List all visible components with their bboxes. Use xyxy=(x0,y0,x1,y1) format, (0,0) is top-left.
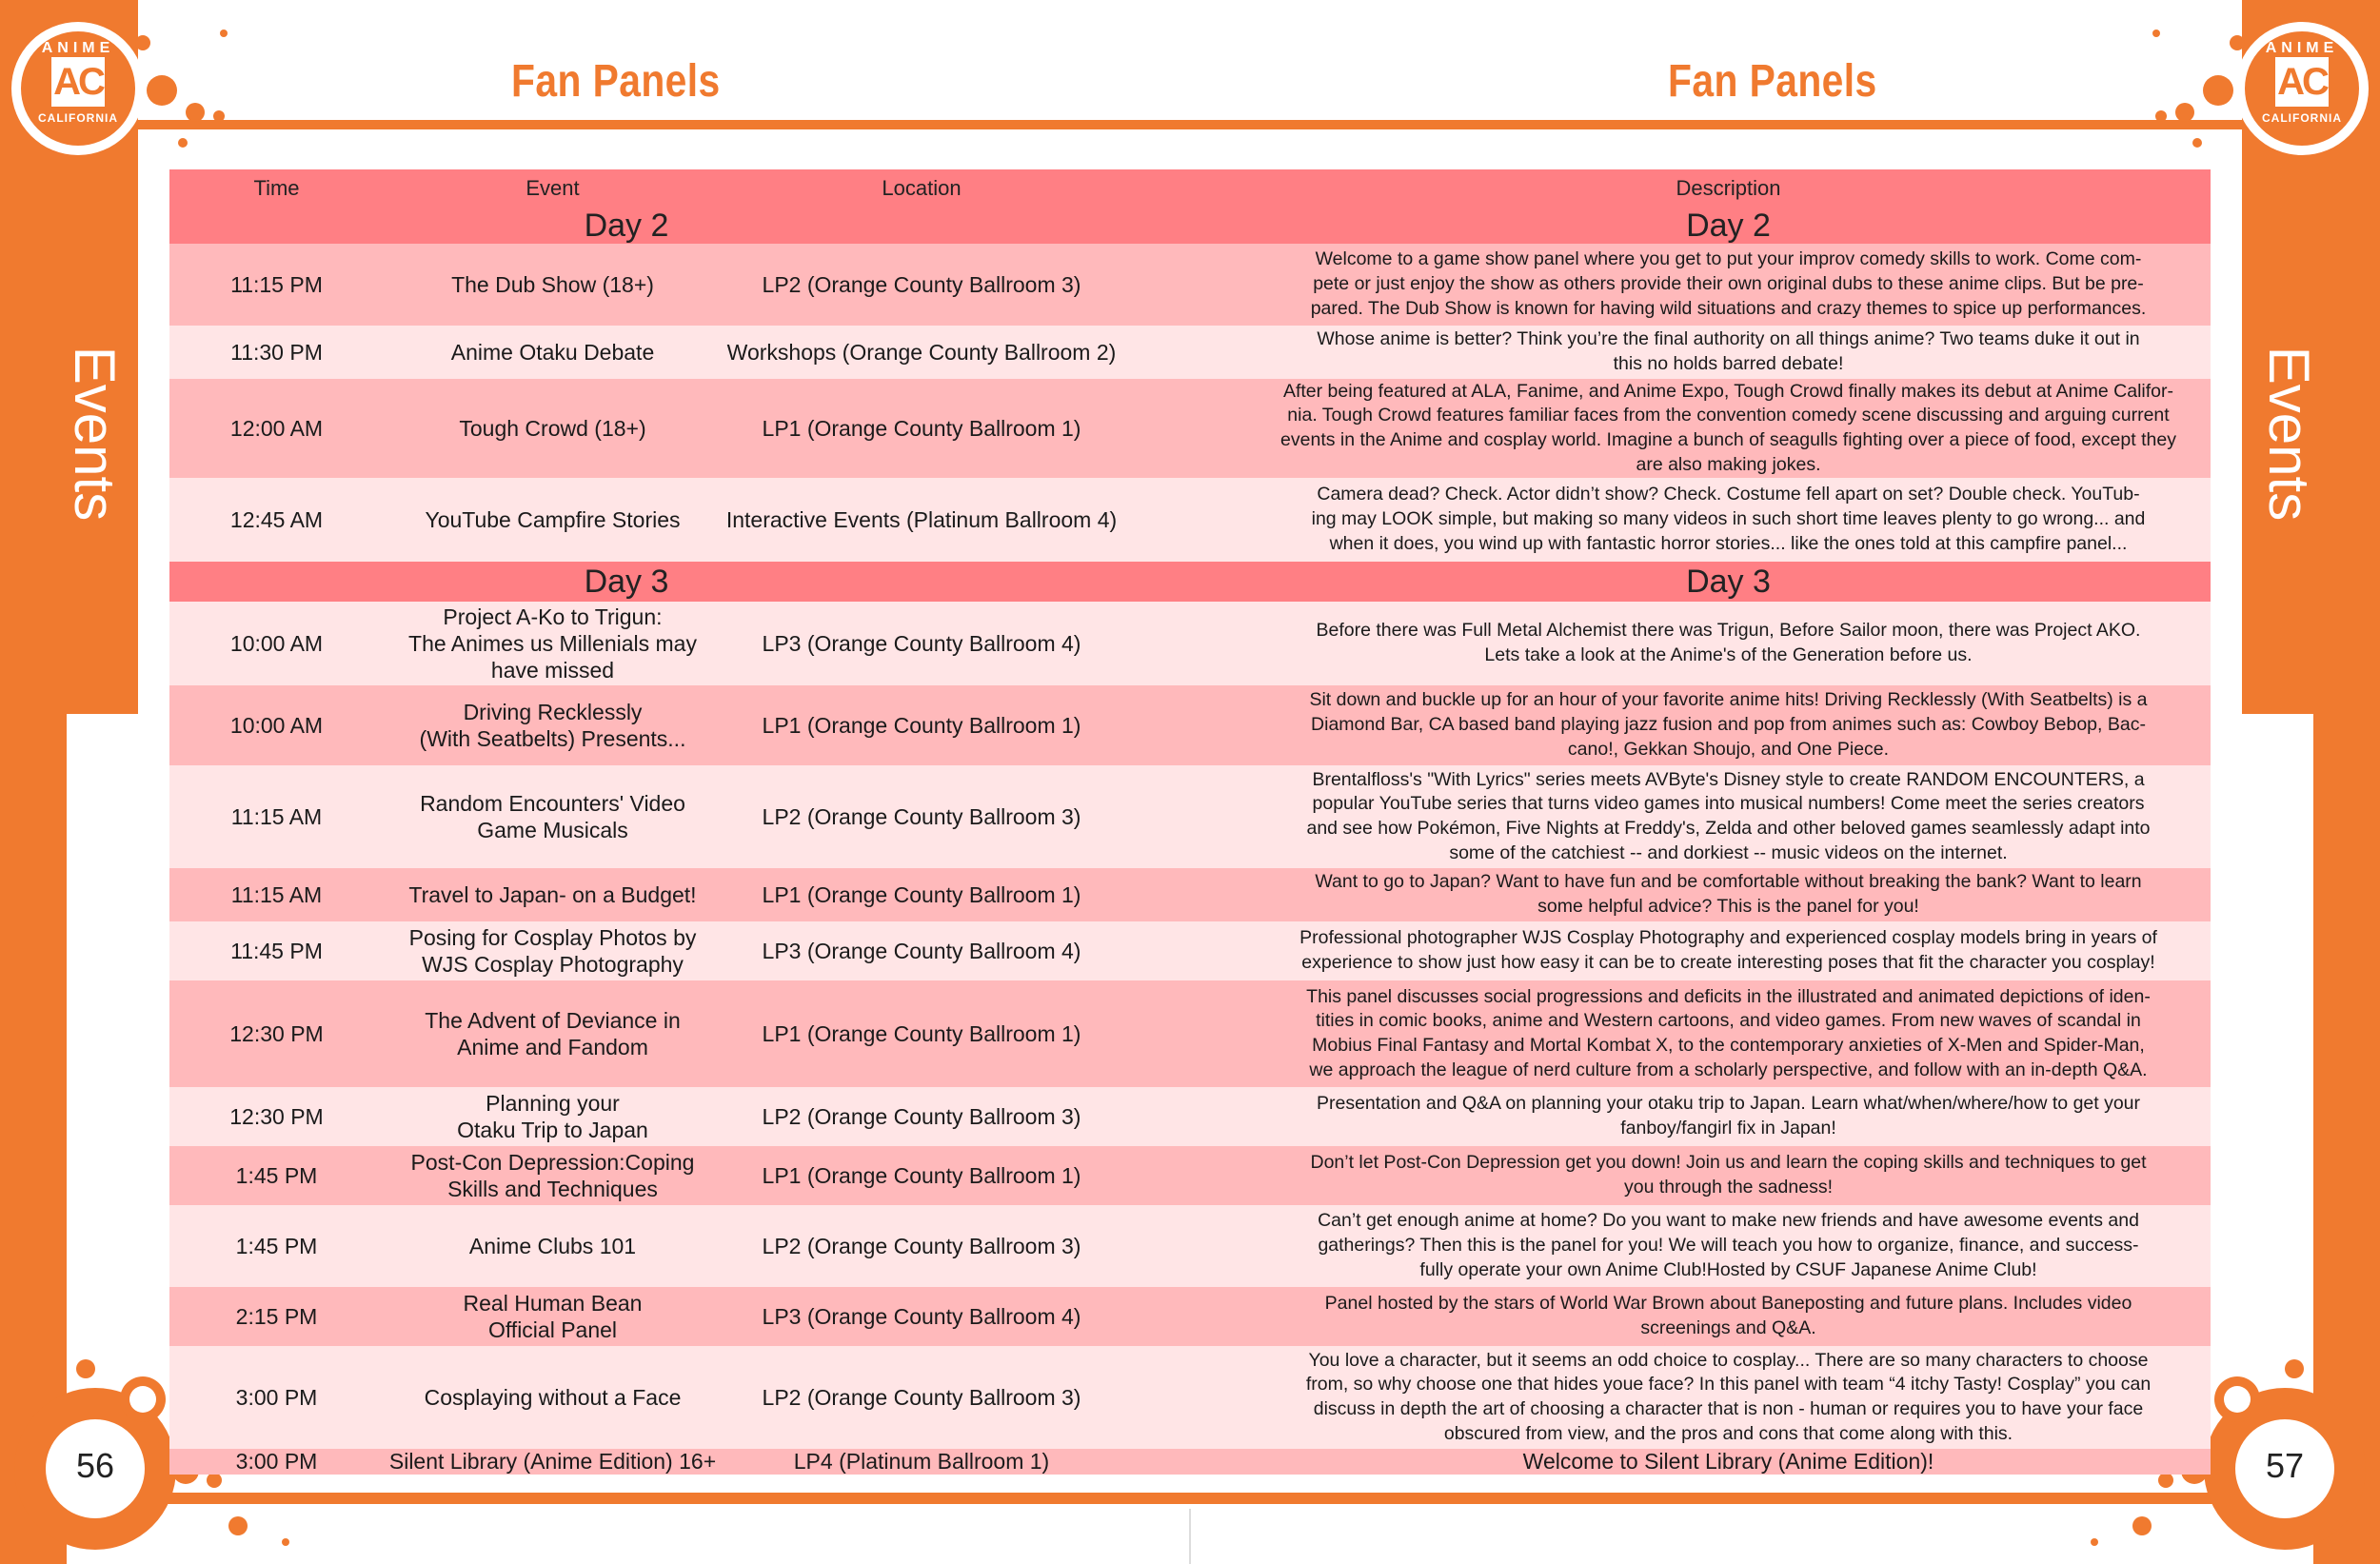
day-3-label-right: Day 3 xyxy=(1686,563,1771,600)
cell-location: LP4 (Platinum Ballroom 1) xyxy=(793,1449,1050,1474)
day-2-label-left: Day 2 xyxy=(584,207,669,244)
table-row xyxy=(169,921,2211,980)
cell-location: LP1 (Orange County Ballroom 1) xyxy=(762,1162,1081,1188)
cell-time: 1:45 PM xyxy=(235,1162,318,1188)
cell-time: 12:45 AM xyxy=(229,506,324,532)
table-row xyxy=(169,379,2211,478)
table-row xyxy=(169,602,2211,685)
right-page-title: Fan Panels xyxy=(1668,56,1877,107)
cell-event: Random Encounters' Video Game Musicals xyxy=(420,790,685,842)
table-row xyxy=(169,478,2211,562)
table-row xyxy=(169,685,2211,765)
logo-word-bottom: CALIFORNIA xyxy=(38,111,118,125)
bottom-rule xyxy=(67,1493,2313,1504)
logo-mark: AC xyxy=(2275,57,2329,107)
cell-time: 3:00 PM xyxy=(235,1384,318,1410)
left-page-title: Fan Panels xyxy=(511,56,721,107)
cell-time: 11:15 AM xyxy=(230,881,323,907)
cell-time: 11:30 PM xyxy=(230,339,323,365)
cell-time: 3:00 PM xyxy=(235,1449,318,1474)
cell-description: Welcome to a game show panel where you get to put your improv comedy skills to work. Come com- pete or just enjoy the show as others provide their own original dubs to these anime clips. But be pre- pared. The Dub Show is known for having wild situations and crazy themes to spice up performances. xyxy=(1310,248,2147,319)
cell-description: Want to go to Japan? Want to have fun and be comfortable without breaking the bank? Want to learn some helpful advice? This is the panel for you! xyxy=(1315,871,2142,917)
cell-event: Posing for Cosplay Photos by WJS Cosplay Photography xyxy=(408,924,697,977)
cell-time: 11:45 PM xyxy=(230,938,323,963)
cell-location: LP1 (Orange County Ballroom 1) xyxy=(762,415,1081,441)
header-time: Time xyxy=(253,176,300,200)
cell-time: 12:00 AM xyxy=(229,415,324,441)
day-2-label-right: Day 2 xyxy=(1686,207,1771,244)
top-rule xyxy=(138,120,2242,129)
left-page-number: 56 xyxy=(75,1446,115,1485)
cell-time: 10:00 AM xyxy=(229,630,324,656)
cell-time: 1:45 PM xyxy=(235,1233,318,1258)
cell-description: Sit down and buckle up for an hour of your favorite anime hits! Driving Recklessly (With Seatbelts) is a Diamond Bar, CA based band playing jazz fusion and pop from animes such as: Cowboy Bebop, Bac- cano!, Gekkan Shoujo, and One Piece. xyxy=(1309,689,2148,760)
cell-time: 11:15 PM xyxy=(230,271,323,297)
cell-time: 10:00 AM xyxy=(229,712,324,738)
cell-description: You love a character, but it seems an odd choice to cosplay... There are so many characters to choose from, so why choose one that hides youe face? In this panel with team “4 itchy Tasty! Cosplay” you can discuss in depth the art of choosing a character that is non - human or requires you to have your face obscured from view, and the pros and cons that come along with this. xyxy=(1305,1349,2152,1444)
cell-description: Can’t get enough anime at home? Do you want to make new friends and have awesome events and gatherings? Then this is the panel for you! We will teach you how to organize, finance, and success- fully operate your own Anime Club!Hosted by CSUF Japanese Anime Club! xyxy=(1318,1210,2139,1280)
table-row xyxy=(169,1346,2211,1449)
cell-location: LP1 (Orange County Ballroom 1) xyxy=(762,1020,1081,1046)
cell-location: LP2 (Orange County Ballroom 3) xyxy=(762,271,1081,297)
cell-description: Brentalfloss's "With Lyrics" series meets AVByte's Disney style to create RANDOM ENCOUNTERS, a popular YouTube series that turns video games into musical numbers! Come meet the series creators and see how Pokémon, Five Nights at Freddy's, Zelda and other beloved games seamlessly adapt into some of the catchiest -- and dorkiest -- music videos on the internet. xyxy=(1306,768,2151,863)
fan-panels-schedule-table xyxy=(169,169,2211,1486)
cell-description: Presentation and Q&A on planning your otaku trip to Japan. Learn what/when/where/how to get your fanboy/fangirl fix in Japan! xyxy=(1316,1093,2141,1138)
table-row xyxy=(169,868,2211,921)
cell-description: Panel hosted by the stars of World War Brown about Baneposting and future plans. Includes video screenings and Q&A. xyxy=(1324,1293,2132,1338)
left-side-label: Events xyxy=(63,346,128,521)
cell-location: LP2 (Orange County Ballroom 3) xyxy=(762,1103,1081,1129)
logo-word-top: ANIME xyxy=(41,40,115,56)
cell-location: LP3 (Orange County Ballroom 4) xyxy=(762,1303,1081,1329)
cell-event: Travel to Japan- on a Budget! xyxy=(408,881,697,907)
cell-location: Workshops (Orange County Ballroom 2) xyxy=(726,339,1117,365)
anime-california-logo-left xyxy=(16,21,140,145)
cell-description: This panel discusses social progressions and deficits in the illustrated and animated depictions of iden- tities in comic books, anime and Western cartoons, and video games. From new waves of scandal in Mobius Final Fantasy and Mortal Kombat X, to the contemporary anxieties of X-Men and Spider-Man, we approach the league of nerd culture from a scholarly perspective, and follow with an in-depth Q&A. xyxy=(1306,985,2151,1080)
day-2-row xyxy=(169,208,2211,244)
cell-location: LP2 (Orange County Ballroom 3) xyxy=(762,1384,1081,1410)
cell-event: Post-Con Depression:Coping Skills and Techniques xyxy=(410,1149,695,1201)
cell-event: Planning your Otaku Trip to Japan xyxy=(457,1090,648,1142)
cell-time: 11:15 AM xyxy=(230,803,323,829)
cell-event: Anime Clubs 101 xyxy=(468,1233,637,1258)
logo-mark: AC xyxy=(51,57,105,107)
table-row xyxy=(169,1449,2211,1475)
cell-event: Project A-Ko to Trigun: The Animes us Millenials may have missed xyxy=(408,604,697,683)
cell-location: LP2 (Orange County Ballroom 3) xyxy=(762,1233,1081,1258)
cell-location: LP1 (Orange County Ballroom 1) xyxy=(762,712,1081,738)
table-row xyxy=(169,244,2211,326)
cell-event: The Dub Show (18+) xyxy=(451,271,654,297)
table-row xyxy=(169,765,2211,868)
table-row xyxy=(169,1087,2211,1146)
cell-event: Real Human Bean Official Panel xyxy=(463,1290,643,1342)
header-location: Location xyxy=(882,176,962,200)
logo-word-top: ANIME xyxy=(2265,40,2339,56)
cell-description: Camera dead? Check. Actor didn’t show? Check. Costume fell apart on set? Double check. YouTub- ing may LOOK simple, but making so many videos in such short time leaves plenty to go wrong... and when it does, you wind up with fantastic horror stories... like the ones told at this campfire panel... xyxy=(1311,484,2146,554)
table-row xyxy=(169,1205,2211,1287)
cell-location: Interactive Events (Platinum Ballroom 4) xyxy=(725,506,1118,532)
anime-california-logo-right xyxy=(2240,21,2364,145)
day-3-label-left: Day 3 xyxy=(584,563,669,600)
cell-description: Professional photographer WJS Cosplay Photography and experienced cosplay models bring in years of experience to show just how easy it can be to create interesting poses that fit the character you cosplay! xyxy=(1299,927,2157,973)
cell-event: YouTube Campfire Stories xyxy=(425,506,681,532)
cell-location: LP3 (Orange County Ballroom 4) xyxy=(762,630,1081,656)
cell-description: Before there was Full Metal Alchemist there was Trigun, Before Sailor moon, there was Project AKO. Lets take a look at the Anime's of the Generation before us. xyxy=(1316,620,2141,665)
cell-description: Whose anime is better? Think you’re the final authority on all things anime? Two teams duke it out in this no holds barred debate! xyxy=(1317,328,2140,374)
day-3-row xyxy=(169,562,2211,602)
table-row xyxy=(169,326,2211,379)
table-header-row xyxy=(169,169,2211,208)
cell-time: 12:30 PM xyxy=(229,1103,324,1129)
header-event: Event xyxy=(526,175,580,200)
cell-location: LP2 (Orange County Ballroom 3) xyxy=(762,803,1081,829)
cell-event: Anime Otaku Debate xyxy=(450,339,655,365)
cell-event: Tough Crowd (18+) xyxy=(459,415,646,441)
table-row xyxy=(169,980,2211,1087)
table-row xyxy=(169,1287,2211,1346)
right-side-label: Events xyxy=(2257,346,2322,521)
cell-event: Driving Recklessly (With Seatbelts) Presents... xyxy=(419,699,686,751)
cell-time: 12:30 PM xyxy=(229,1020,324,1046)
cell-description: Don’t let Post-Con Depression get you down! Join us and learn the coping skills and techniques to get you through the sadness! xyxy=(1310,1152,2147,1198)
cell-location: LP1 (Orange County Ballroom 1) xyxy=(762,881,1081,907)
cell-location: LP3 (Orange County Ballroom 4) xyxy=(762,938,1081,963)
right-page-number: 57 xyxy=(2265,1446,2305,1485)
cell-description: Welcome to Silent Library (Anime Edition)! xyxy=(1522,1449,1934,1475)
header-description: Description xyxy=(1676,176,1781,201)
cell-description: After being featured at ALA, Fanime, and Anime Expo, Tough Crowd finally makes its debut at Anime Califor- nia. Tough Crowd features familiar faces from the convention comedy scene discussing and arguing current events in the Anime and cosplay world. Imagine a bunch of seagulls fighting over a piece of food, except they are also making jokes. xyxy=(1280,380,2176,475)
cell-time: 2:15 PM xyxy=(235,1303,318,1329)
cell-event: The Advent of Deviance in Anime and Fandom xyxy=(425,1007,681,1059)
cell-event: Silent Library (Anime Edition) 16+ xyxy=(388,1449,717,1475)
table-row xyxy=(169,1146,2211,1205)
cell-event: Cosplaying without a Face xyxy=(424,1384,682,1410)
logo-word-bottom: CALIFORNIA xyxy=(2262,111,2342,125)
